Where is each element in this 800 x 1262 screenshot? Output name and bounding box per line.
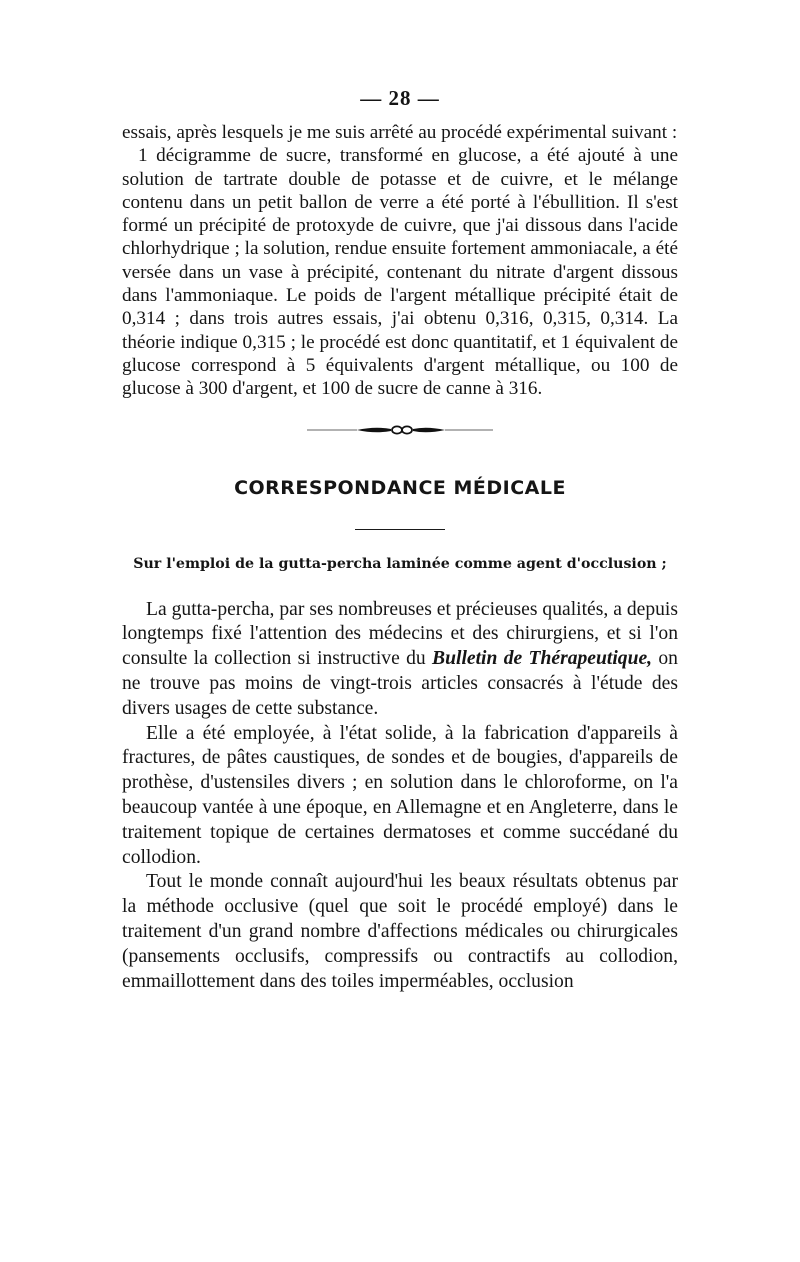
intro-paragraph-1: essais, après lesquels je me suis arrêté au procédé expérimental suivant : — [122, 122, 678, 143]
journal-title-italic: Bulletin de Thérapeutique, — [432, 648, 653, 670]
body-paragraph-1-end: on ne trouve pas moins de vingt-trois articles consacrés à l'étude des divers usages de cette substance. — [122, 648, 678, 719]
page-number: — 28 — — [360, 86, 440, 110]
ornament-divider-icon — [305, 423, 495, 437]
body-paragraph-1 — [122, 598, 678, 722]
body-paragraph-2: Elle a été employée, à l'état solide, à la fabrication d'appareils à fractures, de pâtes caustiques, de sondes et de bougies, d'appareils de prothèse, d'ustensiles divers ; en solution dans le chloroforme, on l'a beaucoup vantée à une époque, en Allemagne et en Angleterre, dans le traitement topique de certaines dermatoses et comme succédané du collodion. — [122, 722, 678, 868]
article-body — [122, 598, 678, 995]
intro-paragraph-2: 1 décigramme de sucre, transformé en glucose, a été ajouté à une solution de tartrate double de potasse et de cuivre, et le mélange contenu dans un petit ballon de verre a été porté à l'ébullition. Il s'est formé un précipité de protoxyde de cuivre, que j'ai dissous dans l'acide chlorhydrique ; la solution, rendue ensuite fortement ammoniacale, a été versée dans un vase à précipité, contenant du nitrate d'argent dissous dans l'ammoniaque. Le poids de l'argent métallique précipité était de 0,314 ; dans trois autres essais, j'ai obtenu 0,316, 0,315, 0,314. La théorie indique 0,315 ; le procédé est donc quantitatif, et 1 équivalent de glucose correspond à 5 équivalents d'argent métallique, ou 100 de glucose à 300 d'argent, et 100 de sucre de canne à 316. — [122, 145, 678, 400]
article-title: Sur l'emploi de la gutta-percha laminée comme agent d'occlusion ; — [133, 555, 667, 572]
book-page — [122, 86, 678, 994]
body-paragraph-3: Tout le monde connaît aujourd'hui les beaux résultats obtenus par la méthode occlusive (quel que soit le procédé employé) dans le traitement d'un grand nombre d'affections médicales ou chirurgicales (pansements occlusifs, compressifs ou contractifs au collodion, emmaillottement dans des toiles imperméables, occlusion — [122, 871, 678, 992]
section-title: CORRESPONDANCE MÉDICALE — [234, 476, 566, 499]
title-rule — [355, 529, 445, 530]
body-paragraph-1-start: La gutta-percha, par ses nombreuses et précieuses qualités, a depuis longtemps fixé l'attention des médecins et des chirurgiens, et si l'on consulte la collection si instructive du — [122, 598, 678, 670]
